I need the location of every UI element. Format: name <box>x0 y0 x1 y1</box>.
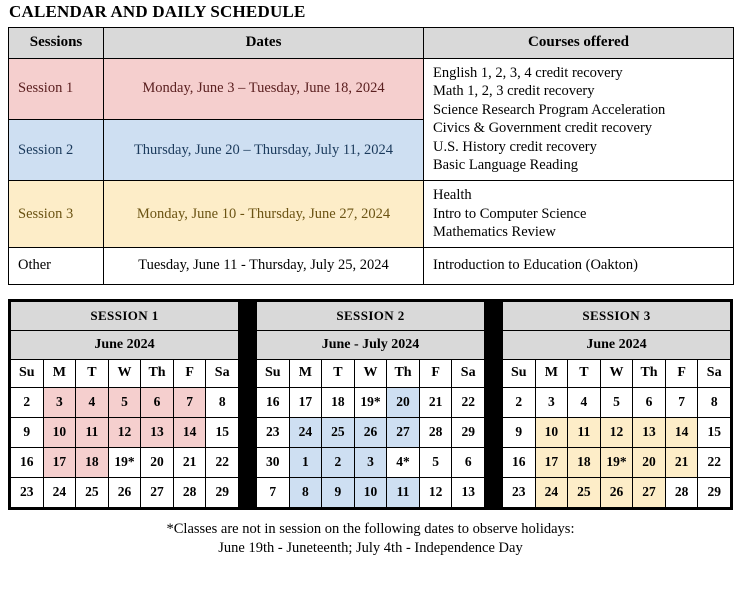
calendar-day-cell[interactable]: 18 <box>76 447 109 477</box>
calendar-3 <box>502 301 731 508</box>
calendar-month-row <box>257 330 485 359</box>
calendar-dow-t: T <box>76 359 109 387</box>
calendar-dow-m: M <box>289 359 322 387</box>
calendar-dow-t: T <box>568 359 601 387</box>
course-item: Introduction to Education (Oakton) <box>433 257 638 274</box>
schedule-header-dates: Dates <box>104 27 424 58</box>
calendar-day-cell[interactable]: 20 <box>387 387 420 417</box>
schedule-header-row <box>9 27 734 58</box>
course-item: English 1, 2, 3, 4 credit recovery <box>433 64 623 81</box>
calendar-month-label: June - July 2024 <box>257 330 485 359</box>
calendar-dow-th: Th <box>387 359 420 387</box>
calendar-day-cell[interactable]: 14 <box>665 417 698 447</box>
calendar-day-cell[interactable]: 2 <box>11 387 44 417</box>
calendar-day-cell[interactable]: 25 <box>76 477 109 507</box>
calendar-day-cell[interactable]: 12 <box>419 477 452 507</box>
calendar-separator <box>485 301 502 508</box>
calendar-day-cell[interactable]: 24 <box>535 477 568 507</box>
schedule-table <box>8 27 734 285</box>
calendar-day-cell[interactable]: 17 <box>535 447 568 477</box>
calendar-session-title: SESSION 1 <box>11 301 239 330</box>
calendar-day-cell[interactable]: 25 <box>568 477 601 507</box>
calendar-day-cell[interactable]: 2 <box>322 447 355 477</box>
course-item: Basic Language Reading <box>433 157 578 174</box>
calendar-day-cell[interactable]: 22 <box>206 447 239 477</box>
calendar-day-cell[interactable]: 9 <box>11 417 44 447</box>
calendar-week-row <box>11 387 239 417</box>
calendar-dow-w: W <box>354 359 387 387</box>
calendar-day-cell[interactable]: 15 <box>698 417 731 447</box>
courses-cell <box>424 58 734 180</box>
calendar-month-label: June 2024 <box>503 330 731 359</box>
session-name-cell: Session 1 <box>9 58 104 119</box>
calendar-month-row <box>11 330 239 359</box>
calendar-session-title: SESSION 3 <box>503 301 731 330</box>
calendar-week-row <box>257 417 485 447</box>
calendar-day-cell[interactable]: 19* <box>108 447 141 477</box>
calendar-day-cell[interactable]: 21 <box>173 447 206 477</box>
calendar-session-title: SESSION 2 <box>257 301 485 330</box>
calendar-day-cell[interactable]: 16 <box>503 447 536 477</box>
calendar-title-row <box>11 301 239 330</box>
calendar-day-cell[interactable]: 28 <box>419 417 452 447</box>
calendar-week-row <box>257 447 485 477</box>
calendar-day-cell[interactable]: 30 <box>257 447 290 477</box>
course-item: Math 1, 2, 3 credit recovery <box>433 83 595 100</box>
calendar-day-cell[interactable]: 4 <box>76 387 109 417</box>
calendar-week-row <box>257 387 485 417</box>
course-item: Intro to Computer Science <box>433 205 587 222</box>
calendar-dow-sa: Sa <box>698 359 731 387</box>
footnote <box>0 520 741 558</box>
calendar-day-cell[interactable]: 6 <box>141 387 174 417</box>
calendar-day-cell[interactable]: 16 <box>11 447 44 477</box>
calendar-month-label: June 2024 <box>11 330 239 359</box>
session-dates-cell: Monday, June 3 – Tuesday, June 18, 2024 <box>104 58 424 119</box>
calendar-day-cell[interactable]: 23 <box>503 477 536 507</box>
calendar-day-cell[interactable]: 24 <box>43 477 76 507</box>
calendar-day-cell[interactable]: 8 <box>289 477 322 507</box>
calendar-day-cell[interactable]: 3 <box>354 447 387 477</box>
calendar-title-row <box>257 301 485 330</box>
calendar-dow-row <box>257 359 485 387</box>
calendars-container <box>8 299 733 510</box>
calendar-week-row <box>11 417 239 447</box>
calendar-day-cell[interactable]: 5 <box>600 387 633 417</box>
calendar-day-cell[interactable]: 4* <box>387 447 420 477</box>
calendar-week-row <box>11 447 239 477</box>
calendar-dow-w: W <box>600 359 633 387</box>
schedule-header-sessions: Sessions <box>9 27 104 58</box>
calendar-day-cell[interactable]: 4 <box>568 387 601 417</box>
calendar-dow-m: M <box>535 359 568 387</box>
footnote-line-2: June 19th - Juneteenth; July 4th - Independence Day <box>218 539 523 556</box>
calendar-day-cell[interactable]: 10 <box>535 417 568 447</box>
session-dates-cell: Monday, June 10 - Thursday, June 27, 2024 <box>104 180 424 247</box>
calendar-day-cell[interactable]: 11 <box>568 417 601 447</box>
calendar-2 <box>256 301 485 508</box>
courses-cell <box>424 247 734 284</box>
calendar-table <box>502 301 731 508</box>
calendar-day-cell[interactable]: 23 <box>257 417 290 447</box>
calendar-day-cell[interactable]: 22 <box>452 387 485 417</box>
calendar-day-cell[interactable]: 20 <box>633 447 666 477</box>
calendar-day-cell[interactable]: 9 <box>503 417 536 447</box>
calendar-dow-f: F <box>665 359 698 387</box>
calendar-1 <box>10 301 239 508</box>
calendar-week-row <box>503 387 731 417</box>
calendar-week-row <box>257 477 485 507</box>
calendar-table <box>256 301 485 508</box>
calendar-dow-su: Su <box>11 359 44 387</box>
calendar-day-cell[interactable]: 8 <box>698 387 731 417</box>
course-item: Science Research Program Acceleration <box>433 101 666 118</box>
calendar-day-cell[interactable]: 7 <box>257 477 290 507</box>
calendar-day-cell[interactable]: 3 <box>535 387 568 417</box>
calendar-day-cell[interactable]: 18 <box>568 447 601 477</box>
calendar-dow-sa: Sa <box>452 359 485 387</box>
calendar-day-cell[interactable]: 18 <box>322 387 355 417</box>
calendar-day-cell[interactable]: 23 <box>11 477 44 507</box>
calendar-dow-su: Su <box>257 359 290 387</box>
calendar-dow-row <box>503 359 731 387</box>
calendar-day-cell[interactable]: 27 <box>387 417 420 447</box>
calendar-day-cell[interactable]: 17 <box>43 447 76 477</box>
calendar-day-cell[interactable]: 26 <box>108 477 141 507</box>
course-item: Mathematics Review <box>433 224 556 241</box>
calendar-dow-th: Th <box>141 359 174 387</box>
calendar-dow-sa: Sa <box>206 359 239 387</box>
calendar-day-cell[interactable]: 14 <box>173 417 206 447</box>
calendar-day-cell[interactable]: 20 <box>141 447 174 477</box>
session-dates-cell: Tuesday, June 11 - Thursday, July 25, 2024 <box>104 247 424 284</box>
calendar-dow-su: Su <box>503 359 536 387</box>
course-item: U.S. History credit recovery <box>433 138 597 155</box>
footnote-line-1: *Classes are not in session on the following dates to observe holidays: <box>166 520 575 537</box>
calendar-day-cell[interactable]: 7 <box>173 387 206 417</box>
calendar-dow-t: T <box>322 359 355 387</box>
calendar-day-cell[interactable]: 16 <box>257 387 290 417</box>
calendar-dow-row <box>11 359 239 387</box>
schedule-header-courses: Courses offered <box>424 27 734 58</box>
calendar-day-cell[interactable]: 28 <box>173 477 206 507</box>
calendar-day-cell[interactable]: 10 <box>354 477 387 507</box>
calendar-day-cell[interactable]: 24 <box>289 417 322 447</box>
calendar-day-cell[interactable]: 5 <box>108 387 141 417</box>
calendar-dow-th: Th <box>633 359 666 387</box>
calendar-month-row <box>503 330 731 359</box>
session-name-cell: Other <box>9 247 104 284</box>
page-title: CALENDAR AND DAILY SCHEDULE <box>9 2 306 21</box>
calendar-day-cell[interactable]: 12 <box>108 417 141 447</box>
calendar-day-cell[interactable]: 29 <box>452 417 485 447</box>
calendar-week-row <box>503 477 731 507</box>
calendar-day-cell[interactable]: 21 <box>419 387 452 417</box>
calendar-day-cell[interactable]: 11 <box>76 417 109 447</box>
schedule-body <box>9 58 734 284</box>
calendar-dow-f: F <box>419 359 452 387</box>
schedule-row <box>9 180 734 247</box>
calendar-week-row <box>503 447 731 477</box>
calendar-day-cell[interactable]: 13 <box>452 477 485 507</box>
calendar-day-cell[interactable]: 3 <box>43 387 76 417</box>
calendar-day-cell[interactable]: 15 <box>206 417 239 447</box>
calendar-day-cell[interactable]: 10 <box>43 417 76 447</box>
calendar-day-cell[interactable]: 9 <box>322 477 355 507</box>
calendar-day-cell[interactable]: 28 <box>665 477 698 507</box>
calendar-day-cell[interactable]: 27 <box>141 477 174 507</box>
calendar-day-cell[interactable]: 21 <box>665 447 698 477</box>
calendar-week-row <box>503 417 731 447</box>
calendar-day-cell[interactable]: 1 <box>289 447 322 477</box>
calendar-day-cell[interactable]: 26 <box>600 477 633 507</box>
calendar-day-cell[interactable]: 25 <box>322 417 355 447</box>
session-name-cell: Session 3 <box>9 180 104 247</box>
calendar-day-cell[interactable]: 19* <box>354 387 387 417</box>
session-name-cell: Session 2 <box>9 119 104 180</box>
calendar-day-cell[interactable]: 13 <box>141 417 174 447</box>
calendar-day-cell[interactable]: 27 <box>633 477 666 507</box>
calendar-day-cell[interactable]: 6 <box>452 447 485 477</box>
calendar-day-cell[interactable]: 6 <box>633 387 666 417</box>
calendar-separator <box>239 301 256 508</box>
schedule-row <box>9 247 734 284</box>
schedule-row <box>9 58 734 119</box>
calendar-day-cell[interactable]: 22 <box>698 447 731 477</box>
calendar-day-cell[interactable]: 19* <box>600 447 633 477</box>
calendar-week-row <box>11 477 239 507</box>
calendar-dow-f: F <box>173 359 206 387</box>
calendar-day-cell[interactable]: 29 <box>206 477 239 507</box>
calendar-dow-m: M <box>43 359 76 387</box>
calendar-table <box>10 301 239 508</box>
course-item: Civics & Government credit recovery <box>433 120 653 137</box>
calendar-day-cell[interactable]: 11 <box>387 477 420 507</box>
calendar-day-cell[interactable]: 7 <box>665 387 698 417</box>
calendar-day-cell[interactable]: 2 <box>503 387 536 417</box>
calendar-day-cell[interactable]: 12 <box>600 417 633 447</box>
calendar-day-cell[interactable]: 17 <box>289 387 322 417</box>
calendar-day-cell[interactable]: 26 <box>354 417 387 447</box>
calendar-day-cell[interactable]: 29 <box>698 477 731 507</box>
courses-cell <box>424 180 734 247</box>
calendar-day-cell[interactable]: 13 <box>633 417 666 447</box>
course-item: Health <box>433 186 472 203</box>
calendar-dow-w: W <box>108 359 141 387</box>
session-dates-cell: Thursday, June 20 – Thursday, July 11, 2024 <box>104 119 424 180</box>
calendar-day-cell[interactable]: 5 <box>419 447 452 477</box>
calendar-title-row <box>503 301 731 330</box>
calendar-day-cell[interactable]: 8 <box>206 387 239 417</box>
